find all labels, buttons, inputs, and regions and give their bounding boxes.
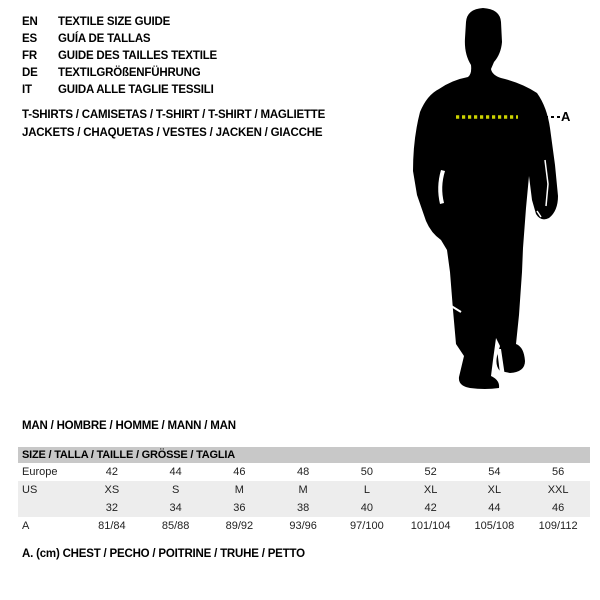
language-label: GUÍA DE TALLAS — [58, 33, 151, 45]
table-cell: 54 — [488, 466, 501, 478]
table-cell: 89/92 — [225, 520, 254, 532]
language-label: GUIDE DES TAILLES TEXTILE — [58, 50, 217, 62]
table-row-us — [18, 481, 590, 499]
table-cell: 97/100 — [350, 520, 384, 532]
measurement-footnote: A. (cm) CHEST / PECHO / POITRINE / TRUHE / PETTO — [22, 548, 305, 560]
table-cell: 40 — [360, 502, 373, 514]
table-cell: 48 — [297, 466, 310, 478]
table-cell: 42 — [424, 502, 437, 514]
table-cell: M — [234, 484, 244, 496]
table-cell: 44 — [169, 466, 182, 478]
language-code: IT — [22, 84, 32, 96]
size-table-header: SIZE / TALLA / TAILLE / GRÖSSE / TAGLIA — [18, 447, 590, 463]
language-code: DE — [22, 67, 38, 79]
table-cell: 46 — [233, 466, 246, 478]
table-cell: 32 — [105, 502, 118, 514]
table-cell: XL — [487, 484, 502, 496]
row-label: Europe — [22, 466, 58, 478]
table-cell: 38 — [297, 502, 310, 514]
language-code: FR — [22, 50, 37, 62]
table-row-chest-a — [18, 517, 590, 535]
table-cell: 109/112 — [538, 520, 578, 532]
table-row-europe — [18, 463, 590, 481]
table-cell: 101/104 — [410, 520, 451, 532]
section-title-man: MAN / HOMBRE / HOMME / MANN / MAN — [22, 420, 236, 432]
table-cell: XXL — [547, 484, 569, 496]
language-label: TEXTILE SIZE GUIDE — [58, 16, 171, 28]
table-cell: L — [363, 484, 370, 496]
row-label: US — [22, 484, 38, 496]
table-cell: XS — [104, 484, 120, 496]
size-table — [18, 447, 590, 535]
table-cell: 81/84 — [98, 520, 126, 532]
table-cell: 42 — [105, 466, 118, 478]
language-code: EN — [22, 16, 38, 28]
table-cell: 85/88 — [161, 520, 190, 532]
language-label: TEXTILGRÖßENFÜHRUNG — [58, 67, 201, 79]
table-cell: S — [171, 484, 180, 496]
language-label: GUIDA ALLE TAGLIE TESSILI — [58, 84, 214, 96]
category-jackets: JACKETS / CHAQUETAS / VESTES / JACKEN / GIACCHE — [22, 127, 323, 139]
table-cell: 56 — [552, 466, 565, 478]
measurement-label-a: A — [561, 109, 571, 124]
category-tshirts: T-SHIRTS / CAMISETAS / T-SHIRT / T-SHIRT / MAGLIETTE — [22, 109, 326, 121]
table-row-us-numeric — [18, 499, 590, 517]
table-cell: 46 — [552, 502, 565, 514]
language-code: ES — [22, 33, 37, 45]
table-cell: XL — [423, 484, 438, 496]
row-label: A — [22, 520, 30, 532]
table-cell: 34 — [169, 502, 182, 514]
table-cell: 36 — [233, 502, 246, 514]
table-cell: 93/96 — [289, 520, 317, 532]
table-cell: 52 — [424, 466, 437, 478]
row-label — [18, 499, 80, 517]
table-cell: 44 — [488, 502, 501, 514]
man-body-path — [413, 8, 558, 389]
table-cell: 50 — [360, 466, 373, 478]
table-cell: 105/108 — [474, 520, 515, 532]
table-cell: M — [298, 484, 308, 496]
